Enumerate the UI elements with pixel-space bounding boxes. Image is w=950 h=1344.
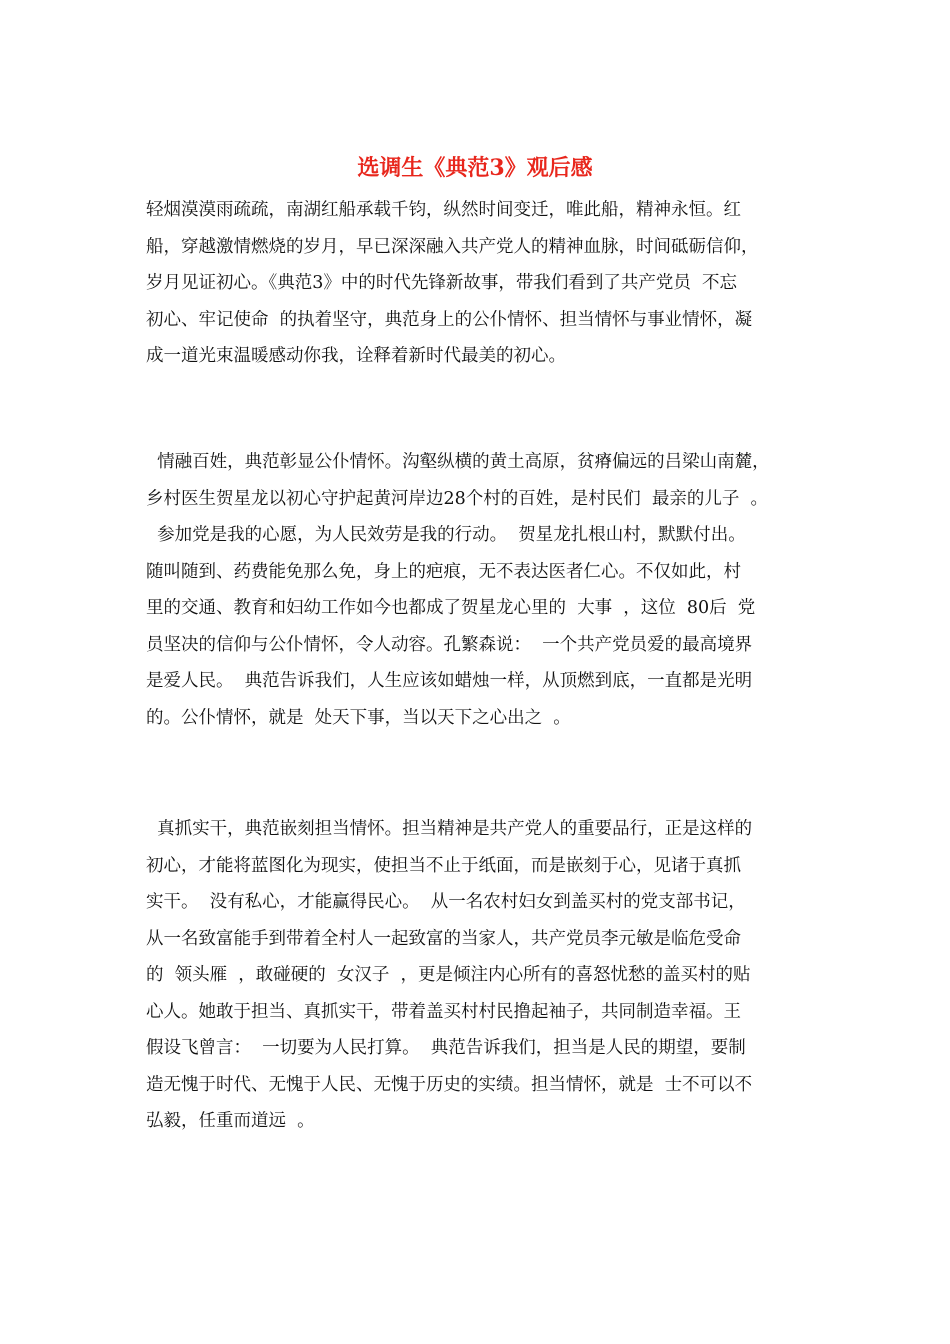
paragraph-line: 是爱人民。 典范告诉我们，人生应该如蜡烛一样，从顶燃到底，一直都是光明 [146, 671, 753, 691]
paragraph-line: 初心，才能将蓝图化为现实，使担当不止于纸面，而是嵌刻于心，见诸于真抓 [146, 855, 741, 876]
paragraph-intro [146, 192, 810, 375]
paragraph-line: 的。公仆情怀，就是 处天下事，当以天下之心出之 。 [146, 707, 571, 728]
paragraph-line: 初心、牢记使命 的执着坚守，典范身上的公仆情怀、担当情怀与事业情怀，凝 [146, 309, 753, 330]
paragraph-line: 情融百姓，典范彰显公仆情怀。沟壑纵横的黄土高原，贫瘠偏远的吕梁山南麓， [146, 452, 770, 472]
paragraph-line: 成一道光束温暖感动你我，诠释着新时代最美的初心。 [146, 346, 566, 366]
paragraph-line: 造无愧于时代、无愧于人民、无愧于历史的实绩。担当情怀，就是 士不可以不 [146, 1074, 753, 1095]
paragraph-line: 参加党是我的心愿，为人民效劳是我的行动。 贺星龙扎根山村，默默付出。 [146, 525, 746, 545]
paragraph-line: 弘毅，任重而道远 。 [146, 1111, 315, 1131]
paragraph-line: 里的交通、教育和妇幼工作如今也都成了贺星龙心里的 大事 ，这位 80后 党 [146, 598, 756, 618]
paragraph-line: 轻烟漠漠雨疏疏，南湖红船承载千钧，纵然时间变迁，唯此船，精神永恒。红 [146, 200, 741, 220]
paragraph-line: 假设飞曾言： 一切要为人民打算。 典范告诉我们，担当是人民的期望，要制 [146, 1038, 746, 1058]
paragraph-line: 实干。 没有私心，才能赢得民心。 从一名农村妇女到盖买村的党支部书记， [146, 892, 746, 912]
paragraph-responsibility [146, 811, 810, 1140]
paragraph-line: 随叫随到、药费能免那么免，身上的疤痕，无不表达医者仁心。不仅如此，村 [146, 561, 741, 582]
paragraph-line: 的 领头雁 ，敢碰硬的 女汉子 ，更是倾注内心所有的喜怒忧愁的盖买村的贴 [146, 965, 751, 985]
paragraph-line: 员坚决的信仰与公仆情怀，令人动容。孔繁森说： 一个共产党员爱的最高境界 [146, 634, 753, 655]
paragraph-line: 乡村医生贺星龙以初心守护起黄河岸边28个村的百姓，是村民们 最亲的儿子 。 [146, 488, 769, 509]
paragraph-line: 岁月见证初心。《典范3》中的时代先锋新故事，带我们看到了共产党员 不忘 [146, 273, 738, 293]
document-title: 选调生《典范3》观后感 [357, 155, 593, 181]
paragraph-line: 从一名致富能手到带着全村人一起致富的当家人，共产党员李元敏是临危受命 [146, 928, 741, 949]
paragraph-line: 真抓实干，典范嵌刻担当情怀。担当精神是共产党人的重要品行，正是这样的 [146, 819, 753, 839]
paragraph-line: 船，穿越激情燃烧的岁月，早已深深融入共产党人的精神血脉，时间砥砺信仰， [146, 236, 759, 257]
paragraph-line: 心人。她敢于担当、真抓实干，带着盖买村村民撸起袖子，共同制造幸福。王 [146, 1001, 741, 1022]
paragraph-public-servant [146, 444, 810, 736]
